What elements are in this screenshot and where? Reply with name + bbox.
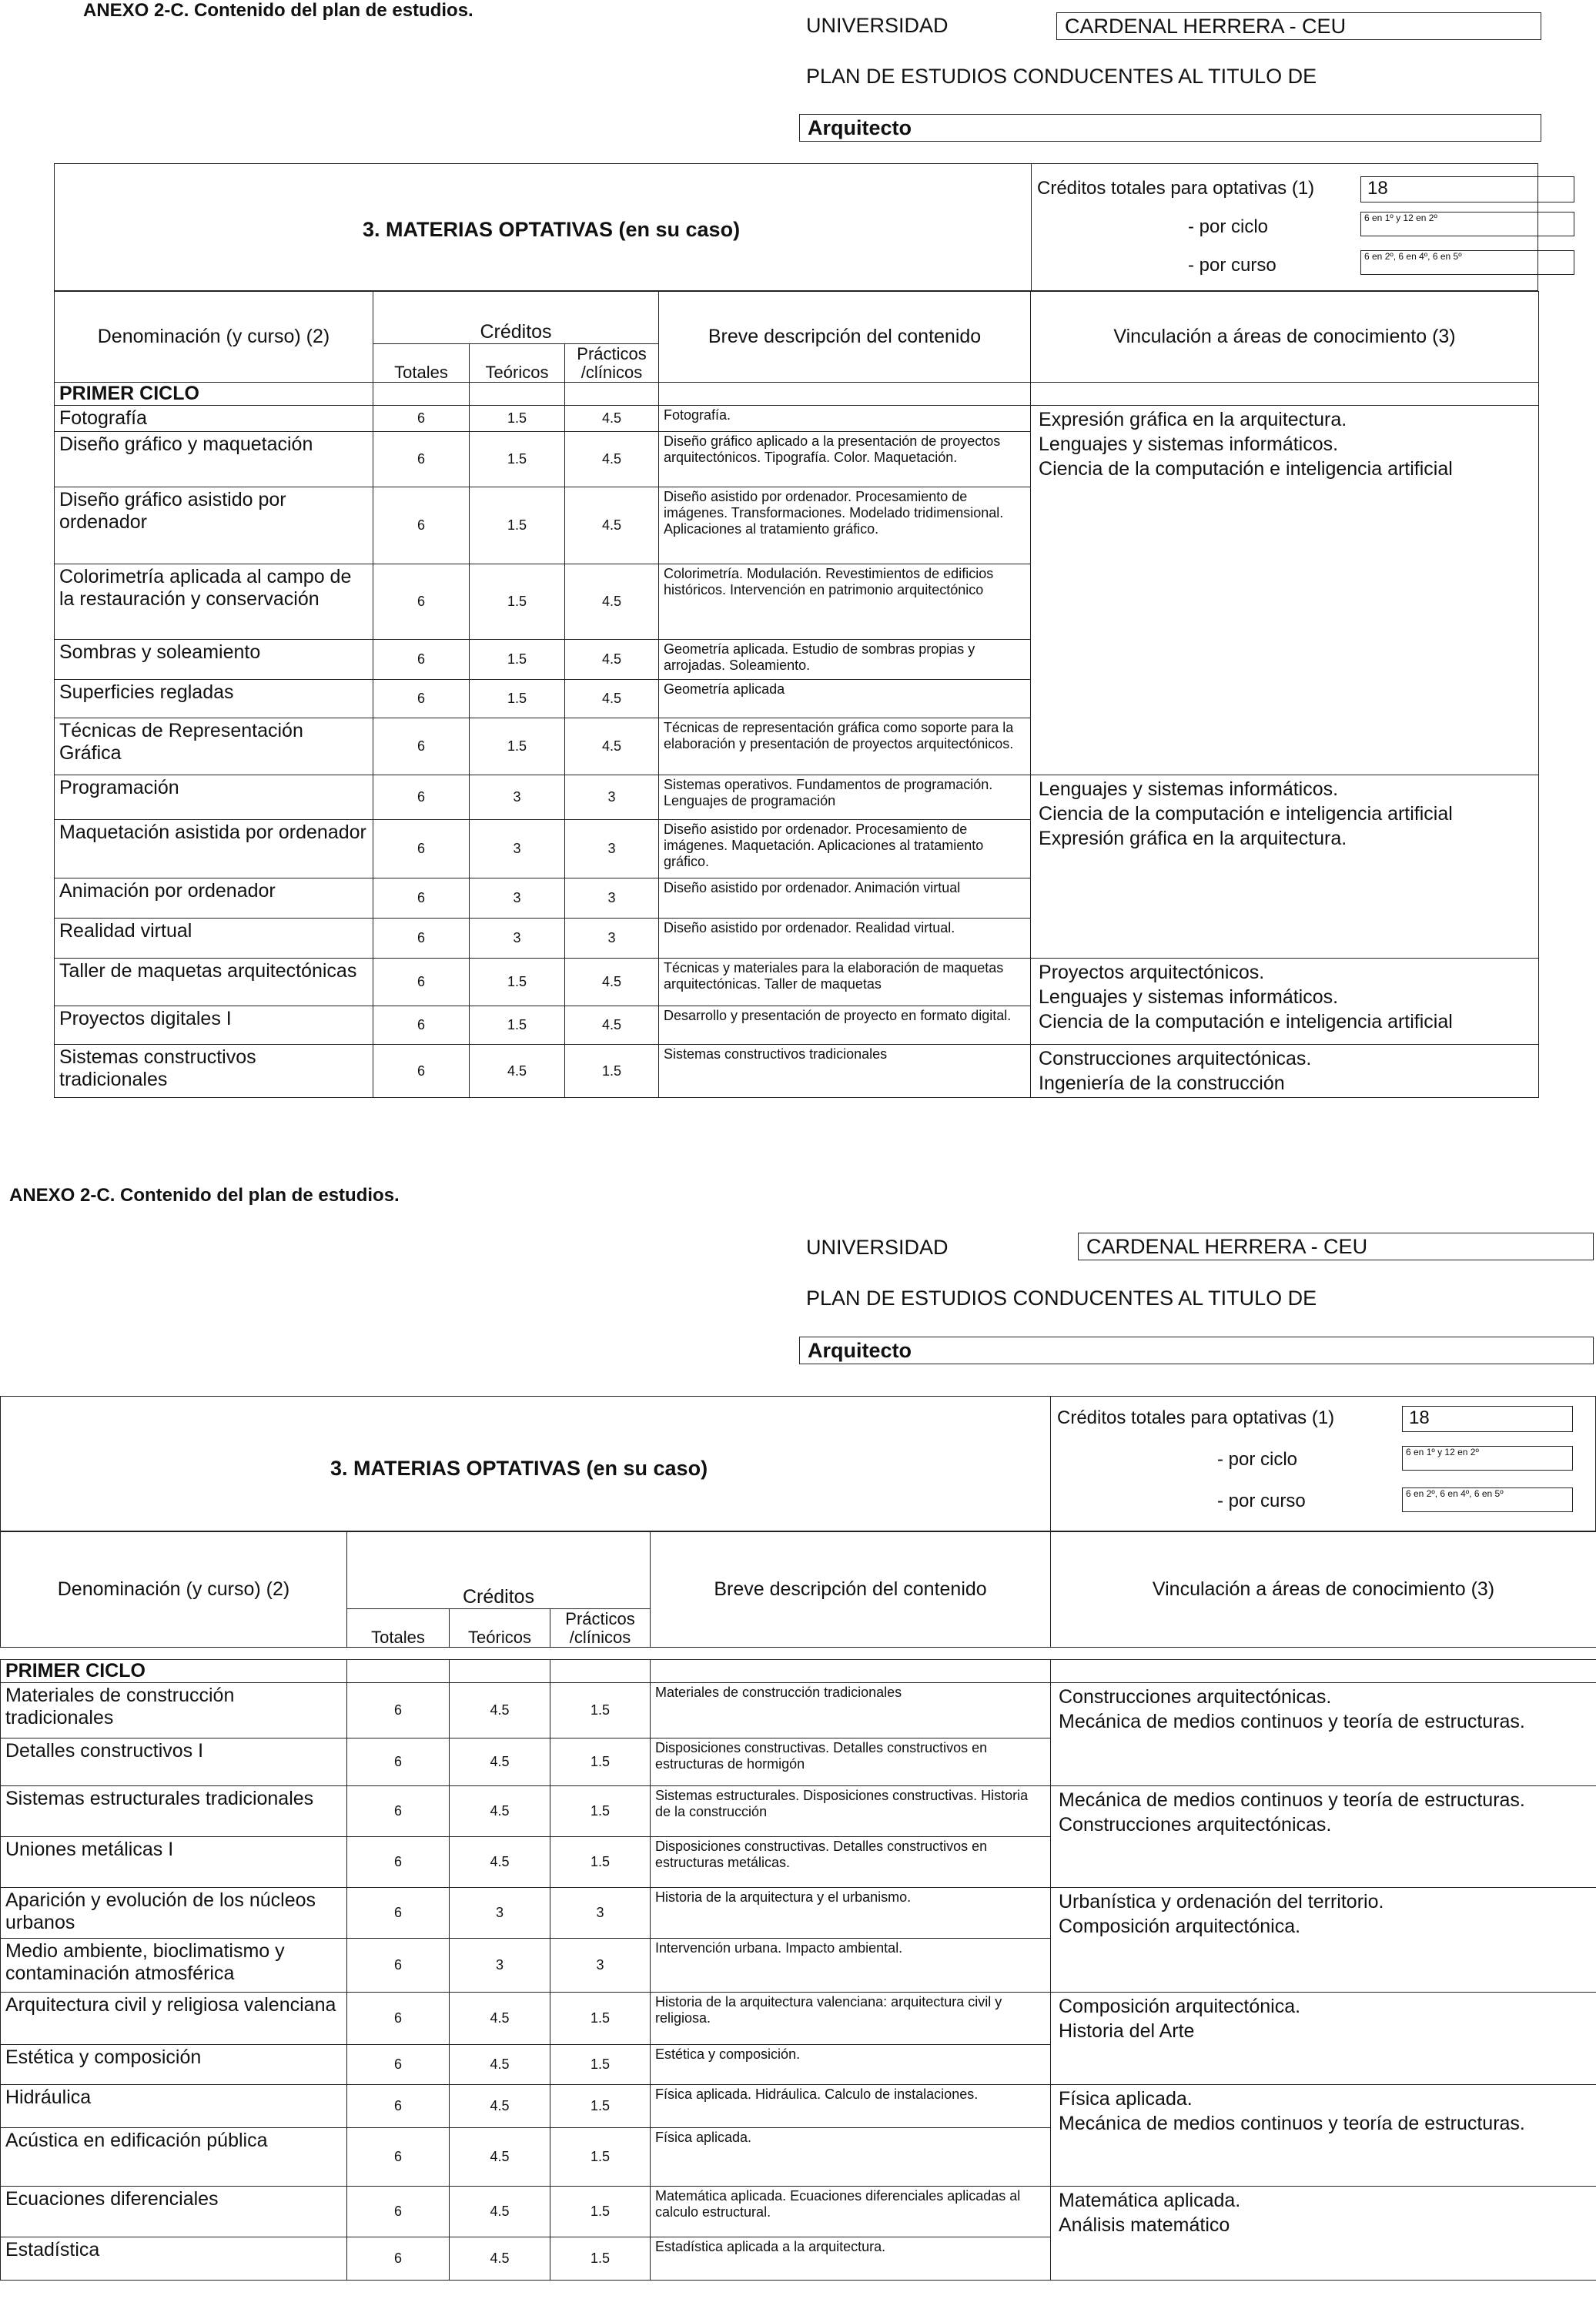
credits-totales: 6 bbox=[347, 1888, 450, 1939]
header-vinculacion: Vinculación a áreas de conocimiento (3) bbox=[1051, 1532, 1596, 1648]
credits-practicos: 4.5 bbox=[565, 406, 659, 432]
credits-practicos: 1.5 bbox=[565, 1045, 659, 1098]
credits-teoricos: 4.5 bbox=[450, 2085, 550, 2128]
area-item: Lenguajes y sistemas informáticos. bbox=[1039, 778, 1339, 800]
credits-totales: 6 bbox=[347, 1837, 450, 1888]
subject-name: Maquetación asistida por ordenador bbox=[55, 820, 373, 878]
subject-description: Diseño asistido por ordenador. Procesamiento de imágenes. Transformaciones. Modelado tridimensional. Aplicaciones al tratamiento gráfico. bbox=[659, 487, 1031, 564]
credits-practicos: 3 bbox=[565, 919, 659, 959]
credits-teoricos: 4.5 bbox=[450, 1683, 550, 1738]
credits-totales: 6 bbox=[373, 640, 470, 680]
per-course-box: 6 en 2º, 6 en 4º, 6 en 5º bbox=[1360, 250, 1574, 275]
credits-totales: 6 bbox=[347, 2045, 450, 2085]
subject-description: Colorimetría. Modulación. Revestimientos de edificios históricos. Intervención en patrimonio arquitectónico bbox=[659, 564, 1031, 640]
subject-description: Fotografía. bbox=[659, 406, 1031, 432]
subject-description: Geometría aplicada. Estudio de sombras propias y arrojadas. Soleamiento. bbox=[659, 640, 1031, 680]
area-cell bbox=[1031, 959, 1539, 1045]
header-descripcion: Breve descripción del contenido bbox=[651, 1532, 1051, 1648]
credits-teoricos: 1.5 bbox=[470, 959, 565, 1006]
area-cell bbox=[1051, 1888, 1596, 1993]
credits-teoricos: 1.5 bbox=[470, 406, 565, 432]
credits-totales: 6 bbox=[373, 406, 470, 432]
subject-name: Programación bbox=[55, 775, 373, 820]
subject-description: Diseño asistido por ordenador. Realidad virtual. bbox=[659, 919, 1031, 959]
per-cycle-box: 6 en 1º y 12 en 2º bbox=[1360, 212, 1574, 236]
credits-practicos: 1.5 bbox=[550, 2187, 651, 2237]
university-name-box: CARDENAL HERRERA - CEU bbox=[1056, 12, 1541, 40]
subject-description: Diseño gráfico aplicado a la presentación de proyectos arquitectónicos. Tipografía. Color. Maquetación. bbox=[659, 432, 1031, 487]
area-item: Matemática aplicada. bbox=[1059, 2190, 1241, 2211]
credits-teoricos: 1.5 bbox=[470, 640, 565, 680]
credits-practicos: 1.5 bbox=[550, 2237, 651, 2281]
subject-description: Sistemas operativos. Fundamentos de programación. Lenguajes de programación bbox=[659, 775, 1031, 820]
subject-name: Fotografía bbox=[55, 406, 373, 432]
subject-name: Sistemas constructivos tradicionales bbox=[55, 1045, 373, 1098]
area-item: Expresión gráfica en la arquitectura. bbox=[1039, 409, 1347, 430]
credits-practicos: 1.5 bbox=[550, 1738, 651, 1786]
subject-name: Técnicas de Representación Gráfica bbox=[55, 718, 373, 775]
credits-practicos: 1.5 bbox=[550, 1683, 651, 1738]
subject-name: Diseño gráfico asistido por ordenador bbox=[55, 487, 373, 564]
header-denominacion: Denominación (y curso) (2) bbox=[1, 1532, 347, 1648]
credits-practicos: 4.5 bbox=[565, 432, 659, 487]
area-item: Construcciones arquitectónicas. bbox=[1059, 1814, 1332, 1836]
credits-totales: 6 bbox=[373, 718, 470, 775]
credits-teoricos: 4.5 bbox=[470, 1045, 565, 1098]
per-cycle-label: - por ciclo bbox=[1188, 216, 1269, 237]
credits-total-label: Créditos totales para optativas (1) bbox=[1057, 1407, 1335, 1428]
document-page-1 bbox=[0, 0, 1596, 1124]
credits-teoricos: 4.5 bbox=[450, 1993, 550, 2045]
credits-totales: 6 bbox=[373, 432, 470, 487]
credits-practicos: 3 bbox=[550, 1888, 651, 1939]
area-cell bbox=[1031, 1045, 1539, 1098]
area-item: Historia del Arte bbox=[1059, 2020, 1195, 2042]
cycle-label: PRIMER CICLO bbox=[1, 1660, 347, 1683]
table-row bbox=[55, 775, 1539, 820]
subject-name: Detalles constructivos I bbox=[1, 1738, 347, 1786]
credits-totales: 6 bbox=[373, 878, 470, 919]
area-cell bbox=[1051, 1683, 1596, 1786]
header-totales: Totales bbox=[373, 344, 470, 383]
subject-name: Materiales de construcción tradicionales bbox=[1, 1683, 347, 1738]
credits-teoricos: 3 bbox=[450, 1939, 550, 1993]
subject-name: Aparición y evolución de los núcleos urbanos bbox=[1, 1888, 347, 1939]
area-cell bbox=[1031, 775, 1539, 959]
area-item: Construcciones arquitectónicas. bbox=[1059, 1686, 1332, 1708]
credits-teoricos: 1.5 bbox=[470, 564, 565, 640]
credits-teoricos: 4.5 bbox=[450, 1837, 550, 1888]
area-item: Mecánica de medios continuos y teoría de estructuras. bbox=[1059, 2113, 1525, 2134]
credits-teoricos: 1.5 bbox=[470, 680, 565, 718]
credits-totales: 6 bbox=[373, 680, 470, 718]
credits-practicos: 4.5 bbox=[565, 680, 659, 718]
area-cell bbox=[1051, 2085, 1596, 2187]
credits-practicos: 1.5 bbox=[550, 2045, 651, 2085]
credits-teoricos: 4.5 bbox=[450, 2128, 550, 2187]
document-page-2 bbox=[0, 1182, 1596, 2299]
subject-name: Ecuaciones diferenciales bbox=[1, 2187, 347, 2237]
table-row bbox=[1, 1993, 1596, 2045]
subject-description: Estética y composición. bbox=[651, 2045, 1051, 2085]
per-course-label: - por curso bbox=[1217, 1491, 1306, 1511]
area-item: Lenguajes y sistemas informáticos. bbox=[1039, 433, 1339, 455]
subject-description: Matemática aplicada. Ecuaciones diferenciales aplicadas al calculo estructural. bbox=[651, 2187, 1051, 2237]
area-item: Ciencia de la computación e inteligencia artificial bbox=[1039, 803, 1453, 825]
credits-totales: 6 bbox=[373, 820, 470, 878]
credits-practicos: 4.5 bbox=[565, 640, 659, 680]
credits-teoricos: 1.5 bbox=[470, 718, 565, 775]
subject-description: Diseño asistido por ordenador. Procesamiento de imágenes. Maquetación. Aplicaciones al tratamiento gráfico. bbox=[659, 820, 1031, 878]
credits-teoricos: 1.5 bbox=[470, 487, 565, 564]
subject-description: Intervención urbana. Impacto ambiental. bbox=[651, 1939, 1051, 1993]
credits-practicos: 4.5 bbox=[565, 564, 659, 640]
table-row bbox=[55, 1045, 1539, 1098]
subjects-table bbox=[0, 1659, 1596, 2281]
credits-practicos: 4.5 bbox=[565, 487, 659, 564]
area-item: Construcciones arquitectónicas. bbox=[1039, 1048, 1312, 1069]
credits-totales: 6 bbox=[347, 2085, 450, 2128]
credits-practicos: 3 bbox=[565, 820, 659, 878]
area-cell bbox=[1051, 1993, 1596, 2085]
credits-practicos: 1.5 bbox=[550, 2085, 651, 2128]
area-item: Análisis matemático bbox=[1059, 2214, 1230, 2236]
subject-name: Acústica en edificación pública bbox=[1, 2128, 347, 2187]
credits-practicos: 4.5 bbox=[565, 1006, 659, 1045]
area-item: Mecánica de medios continuos y teoría de estructuras. bbox=[1059, 1711, 1525, 1732]
credits-practicos: 3 bbox=[565, 878, 659, 919]
credits-teoricos: 3 bbox=[450, 1888, 550, 1939]
subject-name: Colorimetría aplicada al campo de la restauración y conservación bbox=[55, 564, 373, 640]
area-cell bbox=[1051, 1786, 1596, 1888]
credits-totales: 6 bbox=[347, 1786, 450, 1837]
per-cycle-label: - por ciclo bbox=[1217, 1449, 1298, 1470]
credits-teoricos: 3 bbox=[470, 919, 565, 959]
header-creditos: Créditos bbox=[347, 1532, 651, 1609]
area-item: Ingeniería de la construcción bbox=[1039, 1073, 1285, 1094]
credits-practicos: 1.5 bbox=[550, 1786, 651, 1837]
table-row bbox=[1, 2187, 1596, 2237]
header-divider bbox=[1050, 1397, 1051, 1531]
credits-totales: 6 bbox=[347, 2237, 450, 2281]
table-row bbox=[55, 959, 1539, 1006]
credits-teoricos: 3 bbox=[470, 775, 565, 820]
credits-teoricos: 1.5 bbox=[470, 1006, 565, 1045]
credits-totales: 6 bbox=[373, 919, 470, 959]
annex-title: ANEXO 2-C. Contenido del plan de estudios. bbox=[9, 1185, 400, 1206]
subject-name: Hidráulica bbox=[1, 2085, 347, 2128]
area-item: Urbanística y ordenación del territorio. bbox=[1059, 1891, 1384, 1912]
per-cycle-box: 6 en 1º y 12 en 2º bbox=[1402, 1446, 1573, 1471]
section-title: 3. MATERIAS OPTATIVAS (en su caso) bbox=[363, 218, 741, 241]
table-row bbox=[1, 1888, 1596, 1939]
credits-total-box: 18 bbox=[1360, 176, 1574, 202]
area-item: Ciencia de la computación e inteligencia artificial bbox=[1039, 458, 1453, 480]
header-teoricos: Teóricos bbox=[470, 344, 565, 383]
area-cell bbox=[1051, 2187, 1596, 2281]
table-row bbox=[55, 406, 1539, 432]
header-creditos: Créditos bbox=[373, 292, 659, 344]
table-row bbox=[1, 1683, 1596, 1738]
credits-totales: 6 bbox=[347, 1993, 450, 2045]
credits-practicos: 1.5 bbox=[550, 1837, 651, 1888]
subject-description: Física aplicada. bbox=[651, 2128, 1051, 2187]
subject-name: Diseño gráfico y maquetación bbox=[55, 432, 373, 487]
subjects-table bbox=[54, 291, 1539, 1098]
subject-description: Geometría aplicada bbox=[659, 680, 1031, 718]
section-header bbox=[0, 1396, 1596, 1531]
credits-totales: 6 bbox=[347, 1939, 450, 1993]
credits-teoricos: 1.5 bbox=[470, 432, 565, 487]
credits-total-box: 18 bbox=[1402, 1406, 1573, 1432]
credits-totales: 6 bbox=[373, 959, 470, 1006]
credits-teoricos: 4.5 bbox=[450, 2187, 550, 2237]
credits-teoricos: 4.5 bbox=[450, 2045, 550, 2085]
degree-title-box: Arquitecto bbox=[799, 114, 1541, 142]
subject-name: Animación por ordenador bbox=[55, 878, 373, 919]
header-denominacion: Denominación (y curso) (2) bbox=[55, 292, 373, 383]
area-item: Física aplicada. bbox=[1059, 2088, 1193, 2110]
header-divider bbox=[1031, 164, 1032, 290]
subject-description: Diseño asistido por ordenador. Animación virtual bbox=[659, 878, 1031, 919]
section-title: 3. MATERIAS OPTATIVAS (en su caso) bbox=[330, 1457, 708, 1480]
credits-total-label: Créditos totales para optativas (1) bbox=[1037, 178, 1315, 199]
subject-name: Uniones metálicas I bbox=[1, 1837, 347, 1888]
subject-name: Sistemas estructurales tradicionales bbox=[1, 1786, 347, 1837]
credits-totales: 6 bbox=[347, 2187, 450, 2237]
degree-title-box: Arquitecto bbox=[799, 1337, 1594, 1364]
subject-name: Sombras y soleamiento bbox=[55, 640, 373, 680]
university-name-box: CARDENAL HERRERA - CEU bbox=[1078, 1233, 1594, 1260]
section-header bbox=[54, 163, 1538, 291]
credits-practicos: 4.5 bbox=[565, 718, 659, 775]
subject-description: Técnicas y materiales para la elaboración de maquetas arquitectónicas. Taller de maquetas bbox=[659, 959, 1031, 1006]
table-row bbox=[1, 1786, 1596, 1837]
area-cell bbox=[1031, 406, 1539, 775]
subject-description: Desarrollo y presentación de proyecto en formato digital. bbox=[659, 1006, 1031, 1045]
per-course-label: - por curso bbox=[1188, 255, 1276, 276]
plan-label: PLAN DE ESTUDIOS CONDUCENTES AL TITULO DE bbox=[806, 65, 1317, 88]
per-course-box: 6 en 2º, 6 en 4º, 6 en 5º bbox=[1402, 1487, 1573, 1512]
subjects-table-header bbox=[0, 1531, 1596, 1648]
area-item: Expresión gráfica en la arquitectura. bbox=[1039, 828, 1347, 849]
credits-totales: 6 bbox=[347, 1683, 450, 1738]
subject-description: Historia de la arquitectura y el urbanismo. bbox=[651, 1888, 1051, 1939]
area-item: Mecánica de medios continuos y teoría de estructuras. bbox=[1059, 1789, 1525, 1811]
header-vinculacion: Vinculación a áreas de conocimiento (3) bbox=[1031, 292, 1539, 383]
credits-totales: 6 bbox=[373, 487, 470, 564]
area-item: Composición arquitectónica. bbox=[1059, 1916, 1301, 1937]
credits-practicos: 4.5 bbox=[565, 959, 659, 1006]
header-totales: Totales bbox=[347, 1609, 450, 1648]
cycle-label: PRIMER CICLO bbox=[55, 383, 373, 406]
credits-teoricos: 4.5 bbox=[450, 2237, 550, 2281]
area-item: Lenguajes y sistemas informáticos. bbox=[1039, 986, 1339, 1008]
header-practicos: Prácticos /clínicos bbox=[565, 344, 659, 383]
credits-totales: 6 bbox=[373, 775, 470, 820]
subject-name: Estética y composición bbox=[1, 2045, 347, 2085]
subject-name: Realidad virtual bbox=[55, 919, 373, 959]
credits-totales: 6 bbox=[373, 1006, 470, 1045]
subject-description: Técnicas de representación gráfica como soporte para la elaboración y presentación de proyectos arquitectónicos. bbox=[659, 718, 1031, 775]
credits-teoricos: 3 bbox=[470, 820, 565, 878]
subject-name: Proyectos digitales I bbox=[55, 1006, 373, 1045]
credits-practicos: 3 bbox=[565, 775, 659, 820]
credits-teoricos: 3 bbox=[470, 878, 565, 919]
credits-practicos: 1.5 bbox=[550, 1993, 651, 2045]
subject-description: Sistemas estructurales. Disposiciones constructivas. Historia de la construcción bbox=[651, 1786, 1051, 1837]
subject-description: Sistemas constructivos tradicionales bbox=[659, 1045, 1031, 1098]
subject-description: Disposiciones constructivas. Detalles constructivos en estructuras metálicas. bbox=[651, 1837, 1051, 1888]
credits-practicos: 3 bbox=[550, 1939, 651, 1993]
area-item: Ciencia de la computación e inteligencia artificial bbox=[1039, 1011, 1453, 1032]
subject-description: Historia de la arquitectura valenciana: arquitectura civil y religiosa. bbox=[651, 1993, 1051, 2045]
credits-totales: 6 bbox=[373, 1045, 470, 1098]
credits-totales: 6 bbox=[373, 564, 470, 640]
subject-name: Taller de maquetas arquitectónicas bbox=[55, 959, 373, 1006]
subject-name: Superficies regladas bbox=[55, 680, 373, 718]
header-practicos: Prácticos /clínicos bbox=[550, 1609, 651, 1648]
plan-label: PLAN DE ESTUDIOS CONDUCENTES AL TITULO DE bbox=[806, 1287, 1317, 1310]
credits-totales: 6 bbox=[347, 2128, 450, 2187]
subject-description: Disposiciones constructivas. Detalles constructivos en estructuras de hormigón bbox=[651, 1738, 1051, 1786]
area-item: Composición arquitectónica. bbox=[1059, 1996, 1301, 2017]
subject-name: Arquitectura civil y religiosa valenciana bbox=[1, 1993, 347, 2045]
subject-description: Física aplicada. Hidráulica. Calculo de instalaciones. bbox=[651, 2085, 1051, 2128]
header-descripcion: Breve descripción del contenido bbox=[659, 292, 1031, 383]
table-row bbox=[1, 2085, 1596, 2128]
annex-title: ANEXO 2-C. Contenido del plan de estudios. bbox=[83, 0, 473, 21]
university-label: UNIVERSIDAD bbox=[806, 1236, 949, 1259]
area-item: Proyectos arquitectónicos. bbox=[1039, 962, 1265, 983]
header-teoricos: Teóricos bbox=[450, 1609, 550, 1648]
credits-practicos: 1.5 bbox=[550, 2128, 651, 2187]
university-label: UNIVERSIDAD bbox=[806, 14, 949, 37]
subject-name: Medio ambiente, bioclimatismo y contaminación atmosférica bbox=[1, 1939, 347, 1993]
credits-teoricos: 4.5 bbox=[450, 1786, 550, 1837]
subject-description: Materiales de construcción tradicionales bbox=[651, 1683, 1051, 1738]
credits-totales: 6 bbox=[347, 1738, 450, 1786]
subject-description: Estadística aplicada a la arquitectura. bbox=[651, 2237, 1051, 2281]
subject-name: Estadística bbox=[1, 2237, 347, 2281]
credits-teoricos: 4.5 bbox=[450, 1738, 550, 1786]
